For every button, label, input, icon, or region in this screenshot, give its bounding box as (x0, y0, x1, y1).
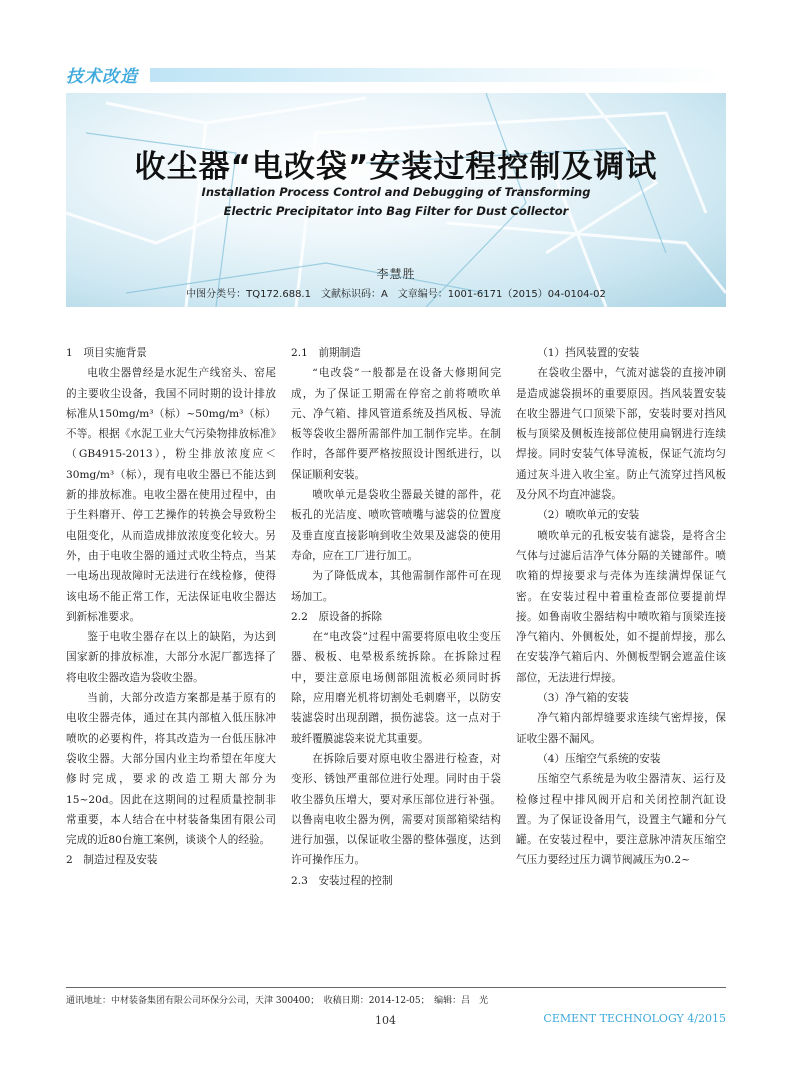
subsection-heading: 2.3 安装过程的控制 (291, 874, 393, 887)
item-heading: （4）压缩空气系统的安装 (537, 752, 661, 765)
article-title-en-line2: Electric Precipitator into Bag Filter for Dust Collector (223, 204, 569, 218)
paragraph: 在袋收尘器中，气流对滤袋的直接冲刷是造成滤袋损坏的重要原因。挡风装置安装在收尘器进气口顶梁下部，安装时要对挡风板与顶梁及侧板连接部位使用扁钢进行连续焊接。同时安装气体导流板，保证气流均匀通过灰斗进入收尘室。防止气流穿过挡风板及分风不均直冲滤袋。 (516, 367, 726, 502)
paragraph: 喷吹单元是袋收尘器最关键的部件，花板孔的光洁度、喷吹管喷嘴与滤袋的位置度及垂直度直接影响到收尘效果及滤袋的使用寿命，应在工厂进行加工。 (291, 489, 501, 562)
article-title-cn: 收尘器“电改袋”安装过程控制及调试 (134, 149, 658, 185)
author-name: 李慧胜 (376, 267, 416, 281)
paragraph: 为了降低成本，其他需制作部件可在现场加工。 (291, 570, 501, 603)
paragraph: 在拆除后要对原电收尘器进行检查，对变形、锈蚀严重部位进行处理。同时由于袋收尘器负压增大，要对承压部位进行补强。以鲁南电收尘器为例，需要对顶部箱梁结构进行加强，以保证收尘器的整体强度，达到许可操作压力。 (291, 752, 501, 867)
journal-name: CEMENT TECHNOLOGY 4/2015 (543, 1012, 726, 1025)
text-column-1 (66, 343, 276, 871)
section-heading: 1 项目实施背景 (66, 347, 147, 359)
page-number: 104 (375, 1014, 396, 1027)
section-heading: 2 制造过程及安装 (66, 854, 158, 867)
paragraph: 鉴于电收尘器存在以上的缺陷，为达到国家新的排放标准，大部分水泥厂都选择了将电收尘器改造为袋收尘器。 (66, 631, 276, 684)
paragraph: 压缩空气系统是为收尘器清灰、运行及检修过程中排风阀开启和关闭控制汽缸设置。为了保证设备用气，设置主气罐和分气罐。在安装过程中，要注意脉冲清灰压缩空气压力要经过压力调节阀减压为0.2~ (516, 773, 726, 867)
footnote-address: 通讯地址：中材装备集团有限公司环保分公司，天津 300400； 收稿日期：2014-12-05； 编辑：吕 光 (66, 996, 489, 1006)
paragraph: 在“电改袋”过程中需要将原电收尘变压器、极板、电晕极系统拆除。在拆除过程中，要注意原电场侧部阻流板必须同时拆除，应用磨光机将切割处毛刺磨平，以防安装滤袋时出现刮蹭，损伤滤袋。这一点对于玻纤覆膜滤袋来说尤其重要。 (291, 631, 501, 745)
subsection-heading: 2.2 原设备的拆除 (291, 610, 383, 623)
section-tag: 技术改造 (66, 67, 138, 87)
text-column-2 (291, 343, 501, 891)
item-heading: （2）喷吹单元的安装 (537, 509, 640, 522)
classification-meta: 中图分类号：TQ172.688.1 文献标识码：A 文章编号：1001-6171（2015）04-0104-02 (186, 289, 606, 300)
item-heading: （3）净气箱的安装 (537, 692, 629, 705)
title-banner (66, 93, 726, 307)
subsection-heading: 2.1 前期制造 (291, 347, 361, 359)
article-title-en-line1: Installation Process Control and Debugging of Transforming (201, 185, 591, 199)
section-tag-bar (150, 68, 726, 82)
footnote-divider (66, 987, 726, 988)
paragraph: “电改袋”一般都是在设备大修期间完成，为了保证工期需在停窑之前将喷吹单元、净气箱、排风管道系统及挡风板、导流板等袋收尘器所需部件加工制作完毕。在制作时，各部件要严格按照设计图纸进行，以保证顺利安装。 (291, 367, 501, 481)
paragraph: 当前，大部分改造方案都是基于原有的电收尘器壳体，通过在其内部植入低压脉冲喷吹的必要构件，将其改造为一台低压脉冲袋收尘器。大部分国内业主均希望在年度大修时完成，要求的改造工期大部分为15~20d。因此在这期间的过程质量控制非常重要，本人结合在中材装备集团有限公司完成的近80台施工案例，谈谈个人的经验。 (66, 692, 276, 847)
paragraph: 喷吹单元的孔板安装有滤袋，是将含尘气体与过滤后洁净气体分隔的关键部件。喷吹箱的焊接要求与壳体为连续满焊保证气密。在安装过程中着重检查部位要提前焊接。如鲁南收尘器结构中喷吹箱与顶梁连接净气箱内、外侧板处，如不提前焊接，那么在安装净气箱后内、外侧板型钢会遮盖住该部位，无法进行焊接。 (516, 529, 726, 684)
paragraph: 净气箱内部焊缝要求连续气密焊接，保证收尘器不漏风。 (516, 712, 726, 745)
paragraph: 电收尘器曾经是水泥生产线窑头、窑尾的主要收尘设备，我国不同时期的设计排放标准从150mg/m³（标）~50mg/m³（标）不等。根据《水泥工业大气污染物排放标准》（GB4915-2013），粉尘排放浓度应＜30mg/m³（标），现有电收尘器已不能达到新的排放标准。电收尘器在使用过程中，由于生料磨开、停工艺操作的转换会导致粉尘电阻变化，从而造成排放浓度变化较大。另外，由于电收尘器的通过式收尘特点，当某一电场出现故障时无法进行在线检修，使得该电场不能正常工作，无法保证电收尘器达到新标准要求。 (66, 367, 276, 623)
text-column-3 (516, 343, 726, 871)
item-heading: （1）挡风装置的安装 (537, 347, 640, 359)
